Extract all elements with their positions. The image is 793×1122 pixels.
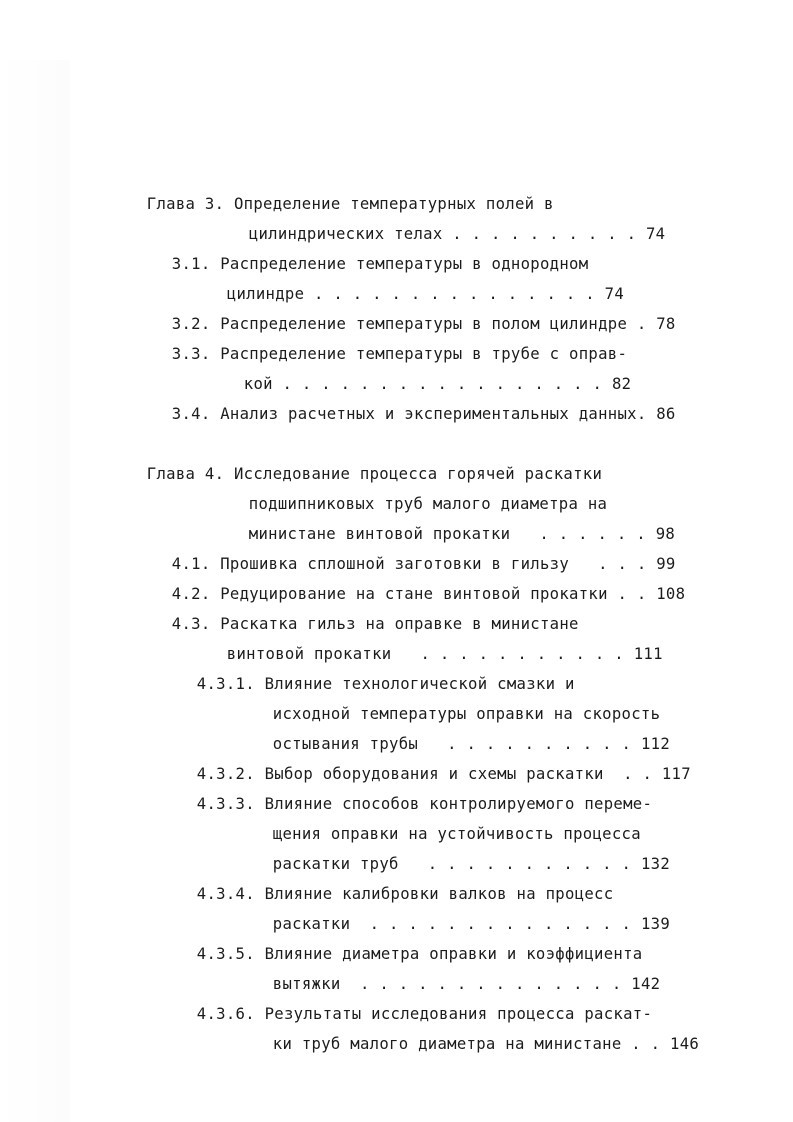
toc-entry-3-4: 3.4. Анализ расчетных и экспериментальных данных. 86 [171,405,676,423]
toc-chapter-4-title-cont-2: министане винтовой прокатки . . . . . . 98 [248,525,676,543]
toc-entry-4-3-1-cont: исходной температуры оправки на скорость [272,705,661,723]
page-number: 132 [640,855,671,873]
toc-entry-3-1-cont: цилиндре . . . . . . . . . . . . . . . 74 [226,285,625,303]
toc-entry-4-3-6-cont: ки труб малого диаметра на министане . . 146 [272,1035,700,1053]
page-number: 112 [640,735,671,753]
page-number: 117 [661,765,691,783]
toc-entry-4-3-4: 4.3.4. Влияние калибровки валков на процесс [196,885,614,903]
toc-entry-4-3-5-cont: вытяжки . . . . . . . . . . . . . . 142 [272,975,661,993]
toc-entry-4-3-3-cont: щения оправки на устойчивость процесса [272,825,641,843]
toc-entry-4-3: 4.3. Раскатка гильз на оправке в министане [171,615,579,633]
page-number: 111 [633,645,663,663]
page-number: 86 [656,405,676,423]
toc-entry-4-3-1: 4.3.1. Влияние технологической смазки и [196,675,575,693]
toc-entry-4-3-2: 4.3.2. Выбор оборудования и схемы раскатки . . 117 [196,765,691,783]
page-number: 82 [611,375,632,393]
toc-entry-4-3-6: 4.3.6. Результаты исследования процесса раскат- [196,1005,653,1023]
toc-entry-4-3-3: 4.3.3. Влияние способов контролируемого переме- [196,795,653,813]
toc-chapter-4-title-cont: подшипниковых труб малого диаметра на [248,495,608,513]
page-number: 108 [656,585,686,603]
toc-entry-4-2: 4.2. Редуцирование на стане винтовой прокатки . . 108 [171,585,686,603]
toc-entry-4-3-1-cont-2: остывания трубы . . . . . . . . . . 112 [272,735,671,753]
toc-entry-3-3: 3.3. Распределение температуры в трубе с оправ- [171,345,628,363]
toc-entry-4-3-cont: винтовой прокатки . . . . . . . . . . . 111 [226,645,663,663]
page-number: 98 [655,525,676,543]
toc-entry-4-3-4-cont: раскатки . . . . . . . . . . . . . . 139 [272,915,671,933]
page-number: 142 [631,975,661,993]
toc-entry-4-3-5: 4.3.5. Влияние диаметра оправки и коэффициента [196,945,643,963]
page-number: 78 [656,315,676,333]
toc-chapter-4-title: Глава 4. Исследование процесса горячей раскатки [146,465,603,483]
page-number: 99 [656,555,676,573]
page-number: 74 [645,225,666,243]
toc-entry-4-1: 4.1. Прошивка сплошной заготовки в гильзу . . . 99 [171,555,676,573]
toc-entry-3-3-cont: кой . . . . . . . . . . . . . . . . . 82 [243,375,632,393]
scan-margin [0,60,70,1122]
toc-entry-3-2: 3.2. Распределение температуры в полом цилиндре . 78 [171,315,676,333]
toc-chapter-3-title-cont: цилиндрических телах . . . . . . . . . . 74 [248,225,666,243]
toc-entry-4-3-3-cont-2: раскатки труб . . . . . . . . . . . 132 [272,855,671,873]
page-number: 139 [640,915,671,933]
page-number: 146 [670,1035,700,1053]
toc-chapter-3-title: Глава 3. Определение температурных полей в [146,195,554,213]
page-number: 74 [604,285,625,303]
toc-entry-3-1: 3.1. Распределение температуры в однородном [171,255,589,273]
